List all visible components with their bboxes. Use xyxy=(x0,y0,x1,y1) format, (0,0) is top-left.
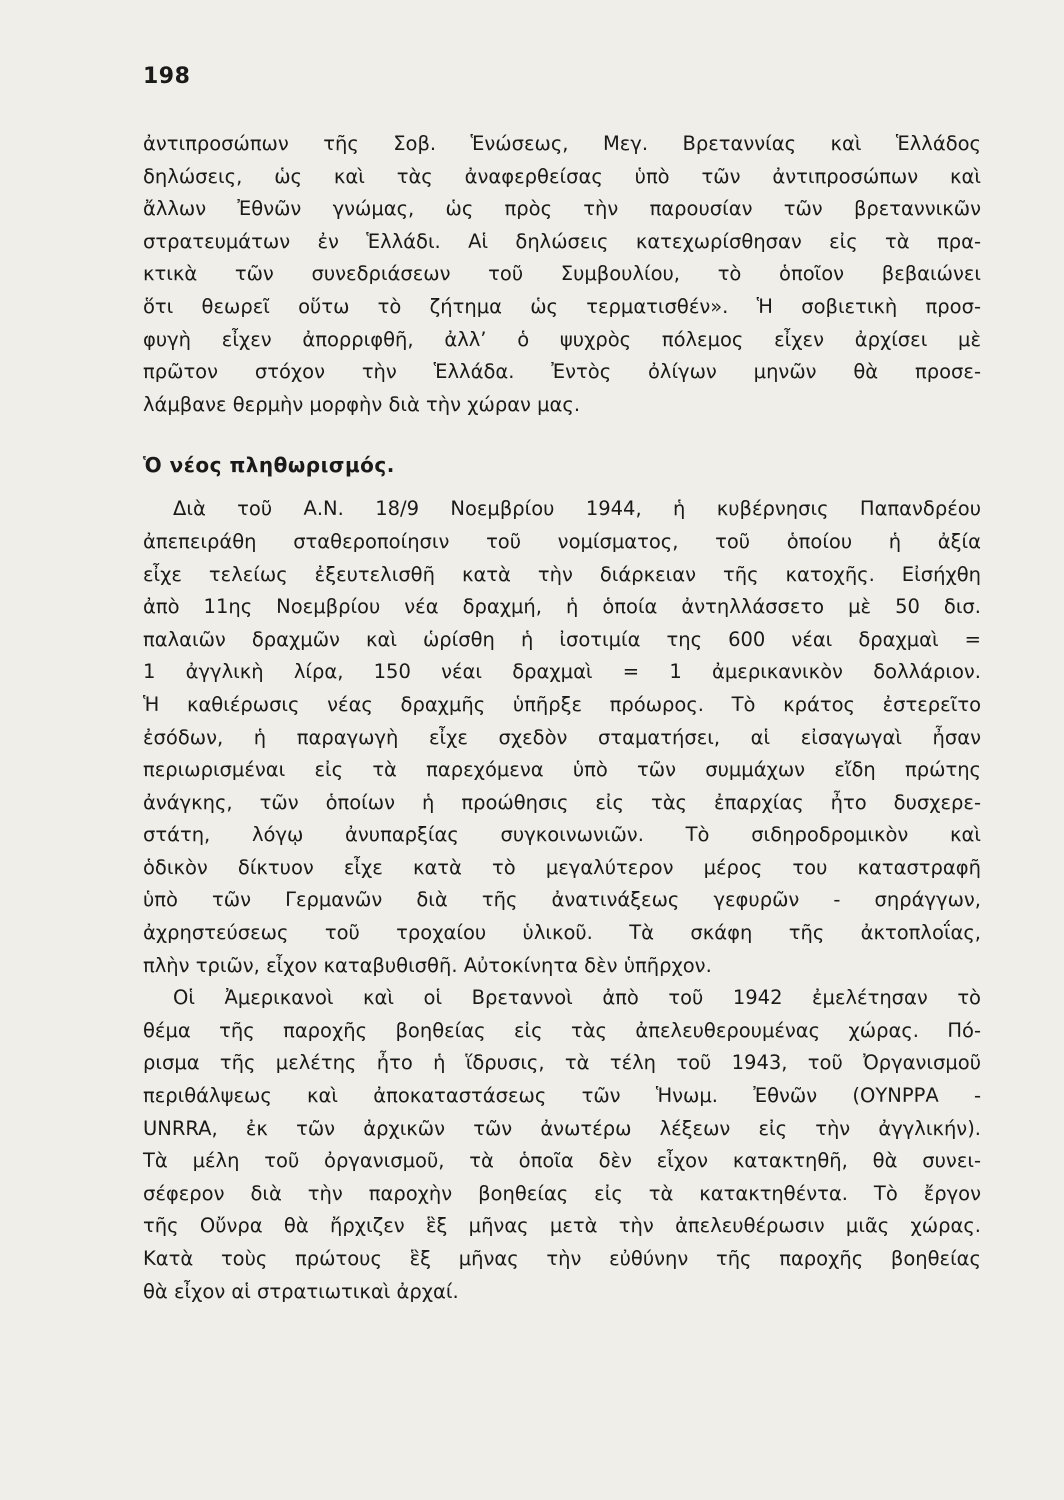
text-line: Ἡ καθιέρωσις νέας δραχμῆς ὑπῆρξε πρόωρος. Τὸ κράτος ἐστερεῖτο xyxy=(143,692,981,716)
text-line: ἀπεπειράθη σταθεροποίησιν τοῦ νομίσματος, τοῦ ὁποίου ἡ ἀξία xyxy=(143,529,981,553)
text-line: κτικὰ τῶν συνεδριάσεων τοῦ Συμβουλίου, τὸ ὁποῖον βεβαιώνει xyxy=(143,262,981,286)
paragraph-2 xyxy=(143,493,981,982)
page-body xyxy=(143,128,981,1308)
text-line: Οἱ Ἀμερικανοὶ καὶ οἱ Βρεταννοὶ ἀπὸ τοῦ 1942 ἐμελέτησαν τὸ xyxy=(173,986,981,1010)
text-line: περιθάλψεως καὶ ἀποκαταστάσεως τῶν Ἡνωμ. Ἐθνῶν (ΟΥΝΡΡΑ - xyxy=(143,1084,981,1108)
text-line: στάτη, λόγῳ ἀνυπαρξίας συγκοινωνιῶν. Τὸ σιδηροδρομικὸν καὶ xyxy=(143,823,981,847)
text-line: φυγὴ εἶχεν ἀπορριφθῆ, ἀλλ’ ὁ ψυχρὸς πόλεμος εἶχεν ἀρχίσει μὲ xyxy=(143,327,981,351)
page-number: 198 xyxy=(143,64,191,89)
text-line: ὅτι θεωρεῖ οὕτω τὸ ζήτημα ὡς τερματισθέν». Ἡ σοβιετικὴ προσ- xyxy=(143,294,981,318)
text-line: δηλώσεις, ὡς καὶ τὰς ἀναφερθείσας ὑπὸ τῶν ἀντιπροσώπων καὶ xyxy=(143,164,981,188)
text-line: περιωρισμέναι εἰς τὰ παρεχόμενα ὑπὸ τῶν συμμάχων εἴδη πρώτης xyxy=(143,758,981,782)
text-line: σέφερον διὰ τὴν παροχὴν βοηθείας εἰς τὰ κατακτηθέντα. Τὸ ἔργον xyxy=(143,1181,981,1205)
text-line: λάμβανε θερμὴν μορφὴν διὰ τὴν χώραν μας. xyxy=(143,392,581,416)
text-line: εἶχε τελείως ἐξευτελισθῆ κατὰ τὴν διάρκειαν τῆς κατοχῆς. Εἰσήχθη xyxy=(143,562,981,586)
text-line: ὁδικὸν δίκτυον εἶχε κατὰ τὸ μεγαλύτερον μέρος του καταστραφῆ xyxy=(143,855,981,879)
text-line: Κατὰ τοὺς πρώτους ἓξ μῆνας τὴν εὐθύνην τῆς παροχῆς βοηθείας xyxy=(143,1247,981,1270)
text-line: Τὰ μέλη τοῦ ὀργανισμοῦ, τὰ ὁποῖα δὲν εἶχον κατακτηθῆ, θὰ συνει- xyxy=(143,1149,981,1173)
text-line: παλαιῶν δραχμῶν καὶ ὡρίσθη ἡ ἰσοτιμία της 600 νέαι δραχμαὶ = xyxy=(143,627,981,651)
text-line: θέμα τῆς παροχῆς βοηθείας εἰς τὰς ἀπελευθερουμένας χώρας. Πό- xyxy=(143,1018,981,1042)
paragraph-1 xyxy=(143,128,981,421)
paragraph-3 xyxy=(143,982,981,1308)
text-line: ἀντιπροσώπων τῆς Σοβ. Ἑνώσεως, Μεγ. Βρεταννίας καὶ Ἑλλάδος xyxy=(143,132,981,155)
text-line: 1 ἀγγλικὴ λίρα, 150 νέαι δραχμαὶ = 1 ἀμερικανικὸν δολλάριον. xyxy=(143,660,981,684)
section-heading: Ὁ νέος πληθωρισμός. xyxy=(143,453,395,478)
text-line: ἐσόδων, ἡ παραγωγὴ εἶχε σχεδὸν σταματήσει, αἱ εἰσαγωγαὶ ἦσαν xyxy=(143,725,981,749)
text-line: Διὰ τοῦ Α.Ν. 18/9 Νοεμβρίου 1944, ἡ κυβέρνησις Παπανδρέου xyxy=(173,497,981,521)
text-line: ὑπὸ τῶν Γερμανῶν διὰ τῆς ἀνατινάξεως γεφυρῶν - σηράγγων, xyxy=(143,888,981,912)
text-line: πλὴν τριῶν, εἶχον καταβυθισθῆ. Αὐτοκίνητα δὲν ὑπῆρχον. xyxy=(143,953,712,977)
text-line: στρατευμάτων ἐν Ἑλλάδι. Αἱ δηλώσεις κατεχωρίσθησαν εἰς τὰ πρα- xyxy=(143,229,981,253)
text-line: ἄλλων Ἐθνῶν γνώμας, ὡς πρὸς τὴν παρουσίαν τῶν βρεταννικῶν xyxy=(143,197,981,221)
text-line: ἀχρηστεύσεως τοῦ τροχαίου ὑλικοῦ. Τὰ σκάφη τῆς ἀκτοπλοΐας, xyxy=(143,921,981,945)
text-line: ἀνάγκης, τῶν ὁποίων ἡ προώθησις εἰς τὰς ἐπαρχίας ἦτο δυσχερε- xyxy=(143,790,981,814)
text-line: ρισμα τῆς μελέτης ἦτο ἡ ἵδρυσις, τὰ τέλη τοῦ 1943, τοῦ Ὀργανισμοῦ xyxy=(143,1051,981,1075)
text-line: τῆς Οὔνρα θὰ ἤρχιζεν ἓξ μῆνας μετὰ τὴν ἀπελευθέρωσιν μιᾶς χώρας. xyxy=(143,1214,981,1238)
text-line: UNRRA, ἐκ τῶν ἀρχικῶν τῶν ἀνωτέρω λέξεων εἰς τὴν ἀγγλικήν). xyxy=(143,1116,981,1140)
text-line: ἀπὸ 11ης Νοεμβρίου νέα δραχμή, ἡ ὁποία ἀντηλλάσσετο μὲ 50 δισ. xyxy=(143,595,981,619)
text-line: πρῶτον στόχον τὴν Ἑλλάδα. Ἐντὸς ὀλίγων μηνῶν θὰ προσε- xyxy=(143,360,981,384)
text-line: θὰ εἶχον αἱ στρατιωτικαὶ ἀρχαί. xyxy=(143,1279,459,1303)
